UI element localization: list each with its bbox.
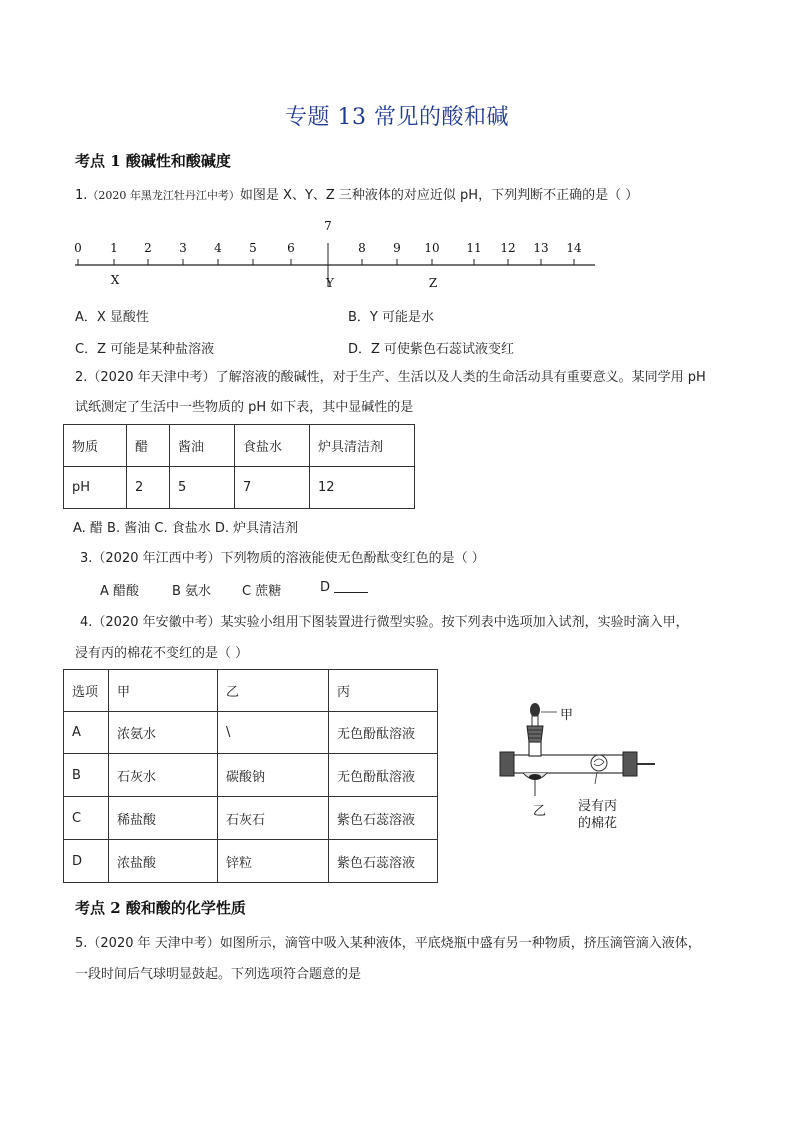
option-c: C．Z 可能是某种盐溶液	[75, 342, 215, 357]
table-header-row	[64, 670, 438, 712]
table-row	[64, 754, 438, 797]
table-cell: \	[218, 712, 329, 754]
question-2-options: A. 醋 B. 酱油 C. 食盐水 D. 炉具清洁剂	[73, 521, 299, 536]
label-yi: 乙	[533, 804, 547, 819]
option-d	[320, 580, 368, 595]
question-4-line1: 4.（2020 年安徽中考）某实验小组用下图装置进行微型实验。按下列表中选项加入试剂，实验时滴入甲，	[80, 615, 689, 630]
table-cell: 锌粒	[218, 840, 329, 883]
axis-number: 11	[466, 241, 482, 255]
question-1	[75, 186, 638, 205]
option-a: A 醋酸	[100, 584, 140, 599]
question-source: （2020 年黑龙江牡丹江中考）	[87, 189, 240, 202]
table-cell: 稀盐酸	[109, 797, 218, 840]
question-2-line1: 2.（2020 年天津中考）了解溶液的酸碱性，对于生产、生活以及人类的生命活动具有重要意义。某同学用 pH	[75, 370, 706, 385]
apparatus-figure	[495, 700, 665, 810]
table-cell: 浓盐酸	[109, 840, 218, 883]
table-cell: 7	[235, 467, 310, 509]
table-cell: 紫色石蕊溶液	[329, 840, 438, 883]
page-title: 专题 13 常见的酸和碱	[285, 105, 509, 130]
table-cell: D	[64, 840, 109, 883]
axis-number: 13	[533, 241, 549, 255]
option-c: C 蔗糖	[242, 584, 282, 599]
table-cell: 物质	[64, 425, 127, 467]
table-cell: 乙	[218, 670, 329, 712]
table-cell: 醋	[127, 425, 170, 467]
table-cell: C	[64, 797, 109, 840]
table-cell: 石灰水	[109, 754, 218, 797]
axis-number: 9	[393, 241, 401, 255]
axis-number: 2	[144, 241, 152, 255]
table-cell: 甲	[109, 670, 218, 712]
table-row	[64, 840, 438, 883]
marker-z: Z	[428, 276, 438, 290]
table-cell: 5	[170, 467, 235, 509]
question-5-line1: 5.（2020 年 天津中考）如图所示，滴管中吸入某种液体，平底烧瓶中盛有另一种物质，挤压滴管滴入液体，	[75, 936, 701, 951]
table-cell: 选项	[64, 670, 109, 712]
option-b: B 氨水	[172, 584, 212, 599]
option-a: A．X 显酸性	[75, 310, 149, 325]
table-header-row	[64, 425, 415, 467]
table-cell: 炉具清洁剂	[310, 425, 415, 467]
question-number: 1.	[75, 188, 88, 203]
label-bing-line2: 的棉花	[578, 816, 618, 831]
option-d: D．Z 可使紫色石蕊试液变红	[348, 342, 515, 357]
axis-number: 12	[500, 241, 516, 255]
axis-number: 6	[287, 241, 295, 255]
axis-number: 7	[324, 219, 332, 233]
answer-blank	[334, 580, 368, 593]
option-b: B．Y 可能是水	[348, 310, 434, 325]
question-2-line2: 试纸测定了生活中一些物质的 pH 如下表，其中显碱性的是	[75, 400, 414, 415]
marker-x: X	[110, 273, 120, 287]
marker-y: Y	[326, 276, 334, 290]
question-5-line2: 一段时间后气球明显鼓起。下列选项符合题意的是	[75, 967, 362, 982]
label-jia: 甲	[560, 708, 574, 723]
section-heading-2: 考点 2 酸和酸的化学性质	[75, 899, 246, 917]
question-3: 3.（2020 年江西中考）下列物质的溶液能使无色酚酞变红色的是（ ）	[80, 551, 485, 566]
table-cell: 食盐水	[235, 425, 310, 467]
table-cell: 2	[127, 467, 170, 509]
axis-number: 8	[358, 241, 366, 255]
axis-number: 4	[214, 241, 222, 255]
table-cell: B	[64, 754, 109, 797]
table-cell: 丙	[329, 670, 438, 712]
table-row	[64, 467, 415, 509]
table-cell: 酱油	[170, 425, 235, 467]
axis-number: 0	[74, 241, 82, 255]
axis-number: 3	[179, 241, 187, 255]
table-cell: 浓氨水	[109, 712, 218, 754]
table-cell: pH	[64, 467, 127, 509]
section-heading-1: 考点 1 酸碱性和酸碱度	[75, 152, 231, 170]
table-cell: 石灰石	[218, 797, 329, 840]
table-cell: 紫色石蕊溶液	[329, 797, 438, 840]
table-cell: 无色酚酞溶液	[329, 712, 438, 754]
axis-number: 14	[566, 241, 582, 255]
question-text: 如图是 X、Y、Z 三种液体的对应近似 pH，下列判断不正确的是（ ）	[239, 188, 639, 203]
table-cell: 碳酸钠	[218, 754, 329, 797]
reagent-table	[63, 669, 438, 883]
axis-number: 1	[110, 241, 118, 255]
table-cell: 无色酚酞溶液	[329, 754, 438, 797]
table-row	[64, 712, 438, 754]
axis-number: 10	[424, 241, 440, 255]
label-bing	[578, 798, 617, 832]
table-row	[64, 797, 438, 840]
question-4-line2: 浸有丙的棉花不变红的是（ ）	[75, 646, 249, 661]
ph-table	[63, 424, 415, 509]
option-d-label: D	[320, 580, 331, 595]
label-bing-line1: 浸有丙	[578, 799, 618, 814]
table-cell: A	[64, 712, 109, 754]
axis-number: 5	[249, 241, 257, 255]
table-cell: 12	[310, 467, 415, 509]
